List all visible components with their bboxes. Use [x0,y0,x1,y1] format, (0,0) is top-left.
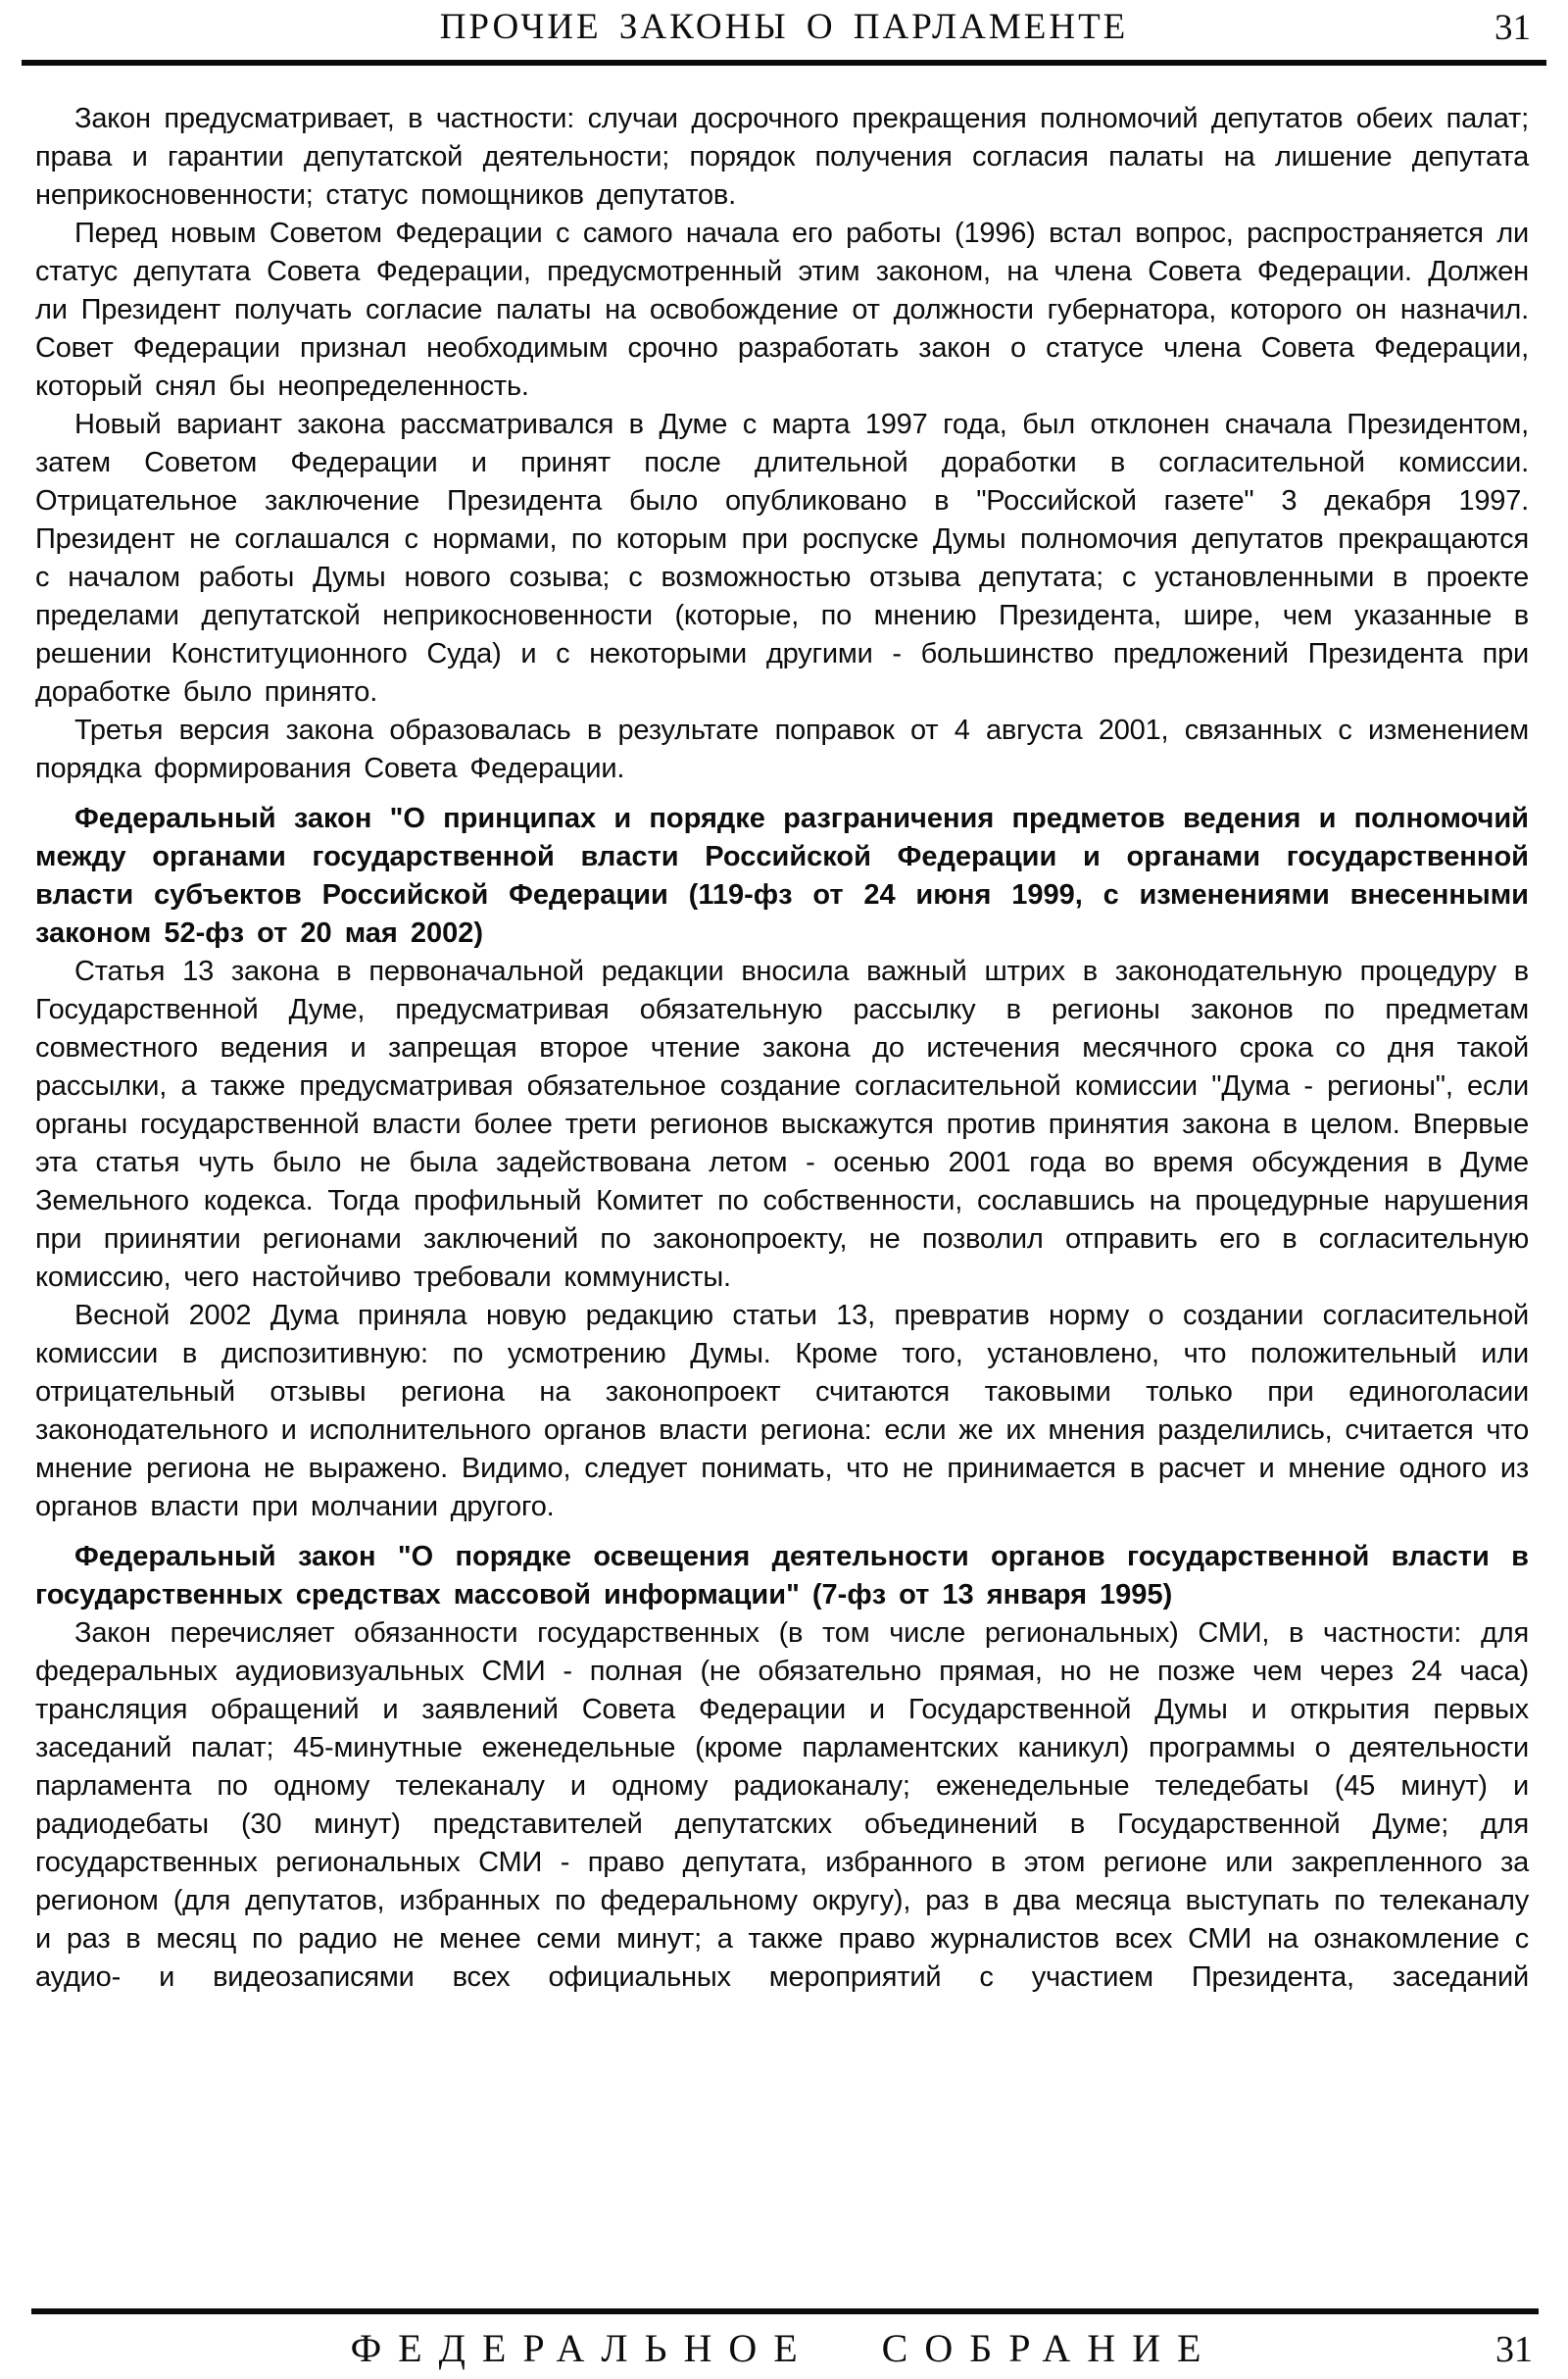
paragraph: Перед новым Советом Федерации с самого начала его работы (1996) встал вопрос, распространяется ли статус депутата Совета Федерации, предусмотренный этим законом, на члена Совета Федерации. Должен ли Президент получать согласие палаты на освобождение от должности губернатора, которого он назначил. Совет Федерации признал необходимым срочно разработать закон о статусе члена Совета Федерации, который снял бы неопределенность. [35,218,1529,402]
page-title: ПРОЧИЕ ЗАКОНЫ О ПАРЛАМЕНТЕ [439,7,1129,47]
page-number-top: 31 [1494,8,1531,48]
paragraph: Закон предусматривает, в частности: случаи досрочного прекращения полномочий депутатов обеих палат; права и гарантии депутатской деятельности; порядок получения согласия палаты на лишение депутата неприкосновенности; статус помощников депутатов. [35,103,1529,211]
paragraph: Новый вариант закона рассматривался в Думе с марта 1997 года, был отклонен сначала Президентом, затем Советом Федерации и принят после длительной доработки в согласительной комиссии. Отрицательное заключение Президента было опубликовано в "Российской газете" 3 декабря 1997. Президент не соглашался с нормами, по которым при роспуске Думы полномочия депутатов прекращаются с началом работы Думы нового созыва; с возможностью отзыва депутата; с установленными в проекте пределами депутатской неприкосновенности (которые, по мнению Президента, шире, чем указанные в решении Конституционного Суда) и с некоторыми другими - большинство предложений Президента при доработке было принято. [35,409,1529,708]
page-header [0,0,1568,49]
paragraph: Статья 13 закона в первоначальной редакции вносила важный штрих в законодательную процедуру в Государственной Думе, предусматривая обязательную рассылку в регионы законов по предметам совместного ведения и запрещая второе чтение закона до истечения месячного срока со дня такой рассылки, а также предусматривая обязательное создание согласительной комиссии "Дума - регионы", если органы государственной власти более трети регионов выскажутся против принятия закона в целом. Впервые эта статья чуть было не была задействована летом - осенью 2001 года во время обсуждения в Думе Земельного кодекса. Тогда профильный Комитет по собственности, сославшись на процедурные нарушения при приинятии регионами заключений по законопроекту, не позволил отправить его в согласительную комиссию, чего настойчиво требовали коммунисты. [35,956,1529,1293]
law-section-heading: Федеральный закон "О порядке освещения деятельности органов государственной власти в государственных средствах массовой информации" (7-фз от 13 января 1995) [35,1541,1529,1611]
page-number-bottom: 31 [1495,2329,1533,2370]
footer-row [0,2326,1568,2371]
law-section-heading: Федеральный закон "О принципах и порядке разграничения предметов ведения и полномочий между органами государственной власти Российской Федерации и органами государственной власти субъектов Российской Федерации (119-фз от 24 июня 1999, с изменениями внесенными законом 52-фз от 20 мая 2002) [35,803,1529,949]
paragraph: Закон перечисляет обязанности государственных (в том числе региональных) СМИ, в частности: для федеральных аудиовизуальных СМИ - полная (не обязательно прямая, но не позже чем через 24 часа) трансляция обращений и заявлений Совета Федерации и Государственной Думы и открытия первых заседаний палат; 45-минутные еженедельные (кроме парламентских каникул) программы о деятельности парламента по одному телеканалу и одному радиоканалу; еженедельные теледебаты (45 минут) и радиодебаты (30 минут) представителей депутатских объединений в Государственной Думе; для государственных региональных СМИ - право депутата, избранного в этом регионе или закрепленного за регионом (для депутатов, избранных по федеральному округу), раз в два месяца выступать по телеканалу и раз в месяц по радио не менее семи минут; а также право журналистов всех СМИ на ознакомление с аудио- и видеозаписями всех официальных мероприятий с участием Президента, заседаний [35,1617,1529,1993]
footer-title: ФЕДЕРАЛЬНОЕ СОБРАНИЕ [350,2326,1218,2370]
document-body [0,66,1568,2308]
page-footer [0,2308,1568,2379]
paragraph: Третья версия закона образовалась в результате поправок от 4 августа 2001, связанных с изменением порядка формирования Совета Федерации. [35,715,1529,784]
footer-rule [31,2308,1539,2314]
paragraph: Весной 2002 Дума приняла новую редакцию статьи 13, превратив норму о создании согласительной комиссии в диспозитивную: по усмотрению Думы. Кроме того, установлено, что положительный или отрицательный отзывы региона на законопроект считаются таковыми только при единоголасии законодательного и исполнительного органов власти региона: если же их мнения разделились, считается что мнение региона не выражено. Видимо, следует понимать, что не принимается в расчет и мнение одного из органов власти при молчании другого. [35,1300,1529,1522]
